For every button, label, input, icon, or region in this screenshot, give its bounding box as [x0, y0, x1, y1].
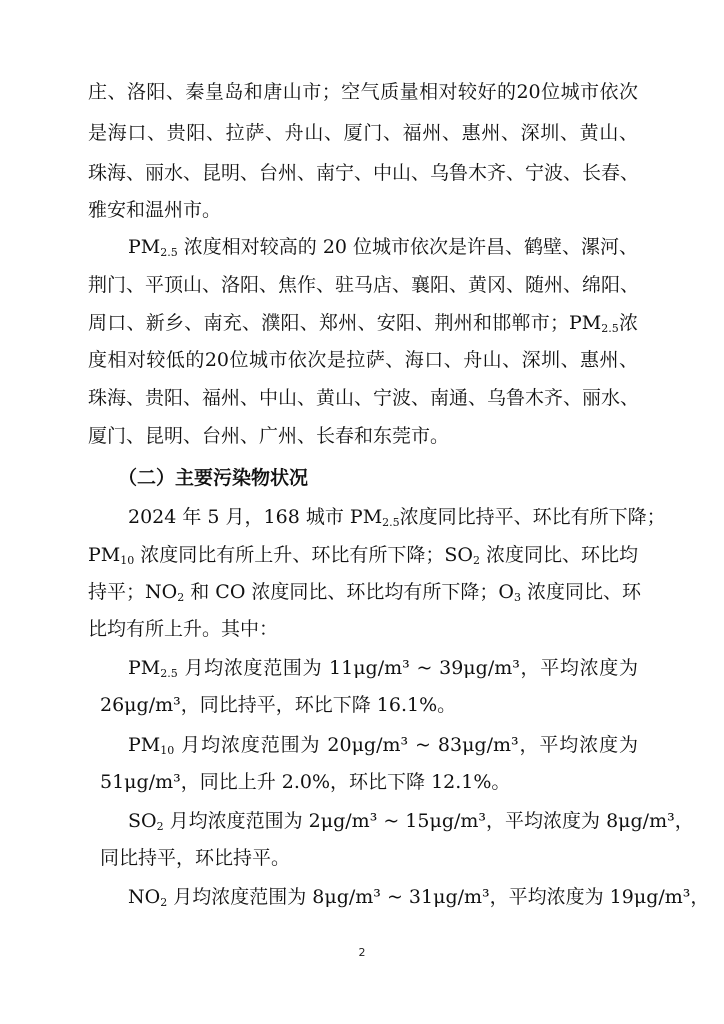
paragraph-3-line-2-text: 浓度同比有所上升、环比有所下降；SO: [134, 544, 473, 566]
pm-subscript: 2.5: [160, 246, 178, 259]
pm10-item-line-1: [128, 733, 638, 757]
page-number: 2: [358, 946, 366, 959]
paragraph-2-line-6: 厦门、昆明、台州、广州、长春和东莞市。: [88, 425, 450, 447]
paragraph-1-line-4: 雅安和温州市。: [88, 199, 222, 221]
so2-item-line-2: 同比持平，环比持平。: [100, 847, 291, 869]
paragraph-3-line-3-end: 浓度同比、环: [521, 581, 642, 603]
paragraph-2-line-5: 珠海、贵阳、福州、中山、黄山、宁波、南通、乌鲁木齐、丽水、: [88, 387, 640, 409]
paragraph-1-line-2: 是海口、贵阳、拉萨、舟山、厦门、福州、惠州、深圳、黄山、: [88, 122, 638, 144]
no2-item-line-1: [128, 885, 710, 909]
so-text: SO: [128, 810, 157, 832]
paragraph-3-line-3: [88, 580, 642, 604]
so-subscript: 2: [472, 554, 480, 567]
no-subscript: 2: [160, 896, 168, 909]
paragraph-2-line-1-text: 浓度相对较高的 20 位城市依次是许昌、鹤壁、漯河、: [177, 236, 639, 258]
no-subscript: 2: [177, 591, 185, 604]
pm-text: PM: [88, 544, 121, 566]
pm-subscript: 2.5: [382, 516, 400, 529]
paragraph-3-line-1-text: 2024 年 5 月，168 城市 PM: [128, 506, 383, 528]
paragraph-2-line-1: [128, 235, 638, 259]
paragraph-3-line-3-text: 持平；NO: [88, 581, 178, 603]
pm10-item-line-2: 51μg/m³，同比上升 2.0%，环比下降 12.1%。: [100, 771, 511, 793]
paragraph-2-line-3-text: 周口、新乡、南充、濮阳、郑州、安阳、荆州和邯郸市；PM: [88, 312, 602, 334]
pm-subscript: 2.5: [160, 667, 178, 680]
pm-text: PM: [128, 236, 161, 258]
so2-item-line-1: [128, 809, 694, 833]
paragraph-3-line-1: [128, 505, 666, 529]
pm25-item-text: 月均浓度范围为 11μg/m³ ~ 39μg/m³，平均浓度为: [177, 657, 638, 679]
so2-item-text: 月均浓度范围为 2μg/m³ ~ 15μg/m³，平均浓度为 8μg/m³，: [163, 810, 694, 832]
o-subscript: 3: [514, 591, 522, 604]
pm-subscript: 10: [120, 554, 135, 567]
paragraph-3-line-3-mid: 和 CO 浓度同比、环比均有所下降；O: [184, 581, 515, 603]
paragraph-2-line-4: 度相对较低的20位城市依次是拉萨、海口、舟山、深圳、惠州、: [88, 349, 638, 371]
section-heading: （二）主要污染物状况: [118, 467, 309, 489]
paragraph-1-line-1: 庄、洛阳、秦皇岛和唐山市；空气质量相对较好的20位城市依次: [88, 81, 638, 103]
pm-subscript: 2.5: [601, 322, 619, 335]
no2-item-text: 月均浓度范围为 8μg/m³ ~ 31μg/m³，平均浓度为 19μg/m³，: [167, 886, 710, 908]
pm10-item-text: 月均浓度范围为 20μg/m³ ~ 83μg/m³，平均浓度为: [174, 734, 638, 756]
so-subscript: 2: [156, 820, 164, 833]
paragraph-2-line-2: 荆门、平顶山、洛阳、焦作、驻马店、襄阳、黄冈、随州、绵阳、: [88, 274, 640, 296]
pm-text: PM: [128, 734, 161, 756]
paragraph-3-line-4: 比均有所上升。其中：: [88, 618, 279, 640]
no-text: NO: [128, 886, 161, 908]
paragraph-2-line-3: [88, 311, 638, 335]
pm25-item-line-1: [128, 656, 638, 680]
paragraph-1-line-3: 珠海、丽水、昆明、台州、南宁、中山、乌鲁木齐、宁波、长春、: [88, 162, 640, 184]
pm-subscript: 10: [160, 744, 175, 757]
paragraph-3-line-1-end: 浓度同比持平、环比有所下降；: [399, 506, 666, 528]
paragraph-3-line-2: [88, 543, 638, 567]
pm25-item-line-2: 26μg/m³，同比持平，环比下降 16.1%。: [100, 694, 457, 716]
pm-text: PM: [128, 657, 161, 679]
paragraph-2-line-3-end: 浓: [618, 312, 638, 334]
paragraph-3-line-2-end: 浓度同比、环比均: [479, 544, 638, 566]
